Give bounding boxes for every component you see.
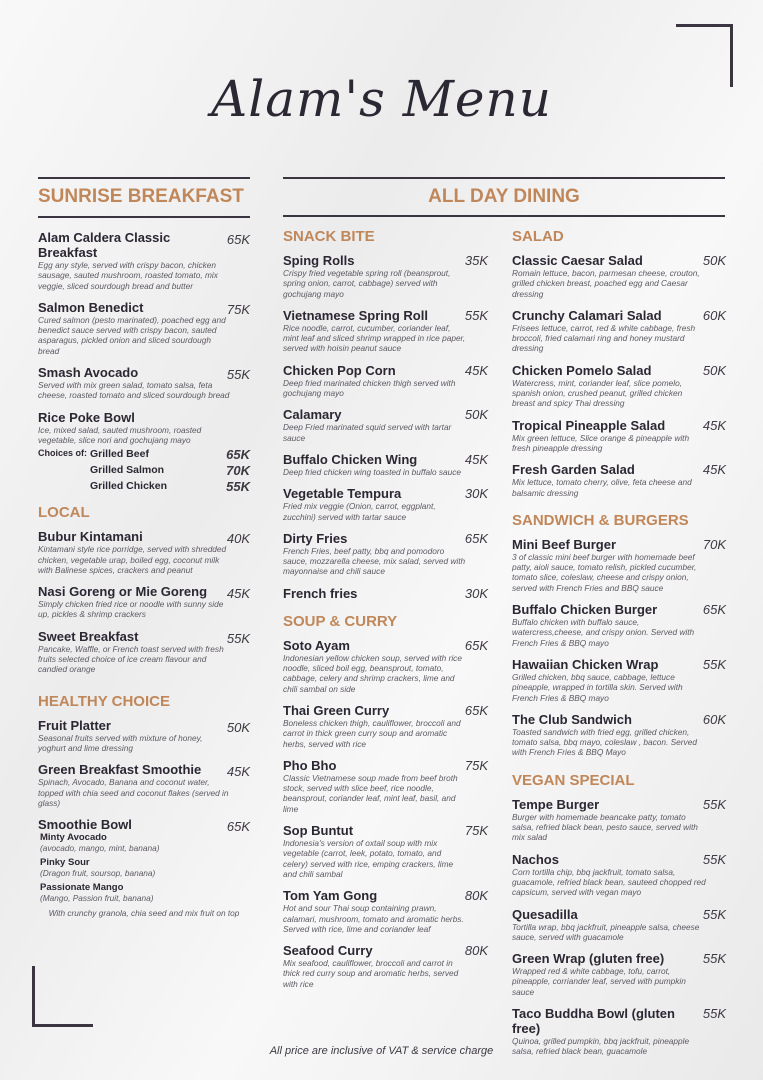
choice-name: Grilled Salmon — [90, 464, 165, 477]
item-price: 40K — [226, 531, 250, 547]
item-description: Fried mix veggie (Onion, carrot, eggplant, zucchini) served with tartar sauce — [283, 501, 436, 522]
item-description: Deep fried chicken wing toasted in buffalo sauce — [283, 466, 462, 477]
menu-item — [283, 531, 488, 577]
section-heading-snack: SNACK BITE — [283, 228, 375, 245]
menu-item — [38, 365, 250, 401]
item-name: Sping Rolls — [283, 253, 355, 268]
item-price: 45K — [464, 362, 488, 378]
choice-row — [38, 464, 250, 480]
item-price: 55K — [702, 851, 726, 867]
menu-item — [283, 452, 488, 477]
item-name: Salmon Benedict — [38, 299, 144, 315]
menu-item — [38, 300, 250, 356]
smoothie-option-desc: (Mango, Passion fruit, banana) — [40, 893, 154, 904]
item-price: 45K — [464, 451, 488, 467]
item-price: 80K — [464, 943, 488, 959]
smoothie-option-desc: (avocado, mango, mint, banana) — [40, 843, 160, 854]
divider — [38, 216, 250, 218]
choices-label: Choices of: — [38, 448, 88, 459]
section-heading-sandwich: SANDWICH & BURGERS — [512, 511, 689, 529]
item-description: Cured salmon (pesto marinated), poached egg and benedict sauce served with crispy bacon, sauted asparagus, pickled onion and sliced sourdough bread — [38, 314, 226, 356]
section-heading-salad: SALAD — [512, 228, 564, 245]
choice-name: Grilled Chicken — [90, 480, 168, 493]
menu-item — [512, 907, 726, 943]
snack-soup-column — [283, 222, 488, 998]
menu-item — [512, 852, 726, 898]
breakfast-column — [38, 177, 250, 927]
section-heading-healthy: HEALTHY CHOICE — [38, 692, 170, 710]
item-description: Served with mix green salad, tomato salsa, feta cheese, roasted tomato and sliced sourdough bread — [38, 380, 230, 401]
menu-item — [38, 230, 250, 291]
menu-title: Alam's Menu — [211, 70, 552, 128]
item-description: Watercress, mint, coriander leaf, slice pomelo, spanish onion, crushed peanut, grilled chicken breast and spicy Thai dressing — [512, 377, 683, 409]
menu-item — [512, 602, 726, 648]
item-description: Ice, mixed salad, sauted mushroom, roasted vegetable, slice nori and gochujang mayo — [38, 424, 202, 445]
item-description: Indonesian yellow chicken soup, served with rice noodle, sliced boil egg, beansprout, tomato, cabbage, celery and shrimp crackers, lime and chili sambal on side — [283, 652, 462, 694]
item-description: Mix lettuce, tomato cherry, olive, feta cheese and balsamic dressing — [512, 477, 692, 498]
item-description: Toasted sandwich with fried egg, grilled chicken, tomato salsa, bbq mayo, coleslaw , bacon. Served with French Fries & BBQ Mayo — [512, 726, 697, 758]
item-description: Hot and sour Thai soup containing prawn, calamari, mushroom, tomato and aromatic herbs. Served with rice, lime and coriander leaf — [283, 903, 464, 934]
item-name: Pho Bho — [283, 757, 337, 773]
section-heading-vegan: VEGAN SPECIAL — [512, 771, 635, 789]
menu-item — [283, 308, 488, 354]
menu-item — [283, 407, 488, 443]
item-price: 45K — [702, 417, 726, 433]
item-price: 75K — [464, 757, 488, 773]
item-price: 50K — [702, 362, 726, 378]
item-description: Corn tortilla chip, bbq jackfruit, tomato salsa, guacamole, refried black bean, sauteed chopped red capsicum, served with vegan mayo — [512, 866, 706, 898]
item-price: 45K — [226, 586, 250, 602]
item-price: 30K — [464, 486, 488, 502]
menu-item — [38, 584, 250, 620]
item-description: Romain lettuce, bacon, parmesan cheese, crouton, grilled chicken breast, poached egg and Caesar dressing — [512, 268, 700, 299]
item-description: 3 of classic mini beef burger with homemade beef patty, aioli sauce, tomato relish, pickled cucumber, tomato slice, coleslaw, cheese and crispy onion, served with French Fries and BBQ sauce — [512, 551, 697, 593]
item-name: Hawaiian Chicken Wrap — [512, 656, 659, 672]
item-name: Rice Poke Bowl — [38, 409, 135, 425]
item-price: 80K — [464, 888, 488, 904]
item-price: 50K — [464, 407, 488, 423]
item-description: Spinach, Avocado, Banana and coconut water, topped with chia seed and coconut flakes (served in glass) — [38, 777, 229, 808]
menu-item — [283, 823, 488, 879]
section-heading-soup: SOUP & CURRY — [283, 612, 398, 630]
menu-item — [38, 410, 250, 446]
item-price: 55K — [702, 951, 726, 967]
item-description: Frisees lettuce, carrot, red & white cabbage, fresh broccoli, fried calamari ring and honey mustard dressing — [512, 322, 696, 354]
menu-item — [38, 762, 250, 808]
item-name: Thai Green Curry — [283, 702, 390, 718]
item-name: The Club Sandwich — [512, 711, 632, 727]
menu-item — [512, 657, 726, 703]
item-price: 50K — [702, 253, 726, 268]
item-description: Classic Vietnamese soup made from beef broth stock, served with slice beef, rice noodle, beansprout, coriander leaf, mint leaf, basil, and lime — [283, 772, 458, 814]
menu-item — [283, 638, 488, 694]
item-name: Nachos — [512, 851, 559, 867]
item-description: Grilled chicken, bbq sauce, cabbage, lettuce pineapple, wrapped in tortilla skin. Served with French Fries & BBQ mayo — [512, 671, 683, 703]
menu-item — [512, 363, 726, 409]
item-name: Buffalo Chicken Burger — [512, 602, 658, 618]
menu-item — [283, 586, 488, 601]
section-heading-breakfast: SUNRISE BREAKFAST — [38, 186, 244, 207]
item-description: Quinoa, grilled pumpkin, bbq jackfruit, pineapple salsa, refried black bean, guacamole — [512, 1035, 690, 1057]
item-name: Sweet Breakfast — [38, 628, 139, 644]
divider — [38, 177, 250, 179]
item-description: Seasonal fruits served with mixture of honey, yoghurt and lime dressing — [38, 732, 203, 753]
item-name: Tropical Pineapple Salad — [512, 417, 666, 433]
menu-item — [38, 629, 250, 675]
item-name: Vegetable Tempura — [283, 486, 402, 502]
smoothie-option-desc: (Dragon fruit, soursop, banana) — [40, 868, 156, 879]
choice-name: Grilled Beef — [90, 448, 149, 461]
menu-item — [512, 418, 726, 454]
item-description: Mix seafood, cauliflower, broccoli and carrot in thick red curry soup and aromatic herbs, served with rice — [283, 958, 459, 989]
item-description: Tortilla wrap, bbq jackfruit, pineapple salsa, cheese sauce, served with guacamole — [512, 921, 700, 942]
item-name: Sop Buntut — [283, 823, 354, 839]
item-price: 55K — [702, 1005, 726, 1021]
item-price: 60K — [702, 307, 726, 323]
item-price: 75K — [464, 823, 488, 839]
menu-item — [38, 718, 250, 754]
smoothie-option-name: Passionate Mango — [40, 882, 124, 894]
item-description: Buffalo chicken with buffalo sauce, watercress,cheese, and crispy onion. Served with French Fries & BBQ mayo — [512, 617, 695, 648]
menu-item — [512, 797, 726, 843]
item-name: Vietnamese Spring Roll — [283, 307, 428, 323]
item-description: Burger with homemade beancake patty, tomato salsa, refried black bean, pesto sauce, served with mix salad — [512, 811, 698, 843]
item-name: Tempe Burger — [512, 796, 600, 812]
item-name: Mini Beef Burger — [512, 536, 617, 552]
item-price: 55K — [464, 307, 488, 323]
menu-item — [512, 253, 726, 299]
item-price: 65K — [226, 232, 250, 247]
item-name: Chicken Pop Corn — [283, 362, 396, 378]
item-name: Classic Caesar Salad — [512, 253, 643, 268]
menu-item — [512, 308, 726, 354]
item-name: Smash Avocado — [38, 365, 139, 381]
item-description: Wrapped red & white cabbage, tofu, carrot, pineapple, corriander leaf, served with pumpkin sauce — [512, 966, 686, 997]
item-name: French fries — [283, 585, 358, 601]
choice-row — [38, 480, 250, 496]
menu-item — [512, 537, 726, 593]
price-note-footer: All price are inclusive of VAT & service charge — [269, 1045, 494, 1057]
item-name: Taco Buddha Bowl (gluten free) — [512, 1005, 675, 1036]
corner-frame-bottom-left — [32, 966, 93, 1027]
item-price: 50K — [226, 719, 250, 735]
item-name: Buffalo Chicken Wing — [283, 451, 418, 467]
item-description: Deep Fried marinated squid served with tartar sauce — [283, 422, 452, 443]
choice-price: 70K — [226, 463, 250, 479]
menu-item — [283, 486, 488, 522]
item-description: Indonesia's version of oxtail soup with mix vegetable (carrot, leek, potato, tomato, and celery) served with rice, emping crackers, lime and chili sambal — [283, 838, 454, 879]
section-heading-local: LOCAL — [38, 504, 90, 522]
item-name: Chicken Pomelo Salad — [512, 362, 652, 378]
item-price: 45K — [702, 462, 726, 478]
item-description: Simply chicken fried rice or noodle with sunny side up, pickles & shrimp crackers — [38, 599, 224, 620]
divider — [283, 177, 725, 179]
divider — [283, 215, 725, 217]
item-description: Rice noodle, carrot, cucumber, coriander leaf, mint leaf and sliced shrimp wrapped in rice paper, served with hoisin peanut sauce — [283, 322, 466, 354]
item-name: Fresh Garden Salad — [512, 462, 635, 478]
item-price: 65K — [702, 602, 726, 618]
item-name: Soto Ayam — [283, 637, 350, 653]
item-price: 65K — [464, 637, 488, 653]
item-price: 65K — [464, 530, 488, 546]
item-price: 60K — [702, 711, 726, 727]
item-name: Alam Caldera Classic Breakfast — [38, 230, 171, 260]
item-name: Quesadilla — [512, 906, 578, 922]
item-description: Crispy fried vegetable spring roll (beansprout, spring onion, carrot, cabbage) served with gochujang mayo — [283, 268, 451, 299]
salad-sandwich-vegan-column — [512, 222, 726, 1066]
choice-row — [38, 448, 250, 464]
smoothie-option-name: Minty Avocado — [40, 832, 107, 844]
item-price: 30K — [464, 585, 488, 601]
item-price: 55K — [702, 906, 726, 922]
menu-item — [38, 817, 250, 918]
item-price: 55K — [226, 630, 250, 646]
item-description: Mix green lettuce, Slice orange & pineapple with fresh pineapple dressing — [512, 432, 690, 453]
item-name: Bubur Kintamani — [38, 529, 143, 545]
menu-item — [283, 758, 488, 814]
item-description: Deep fried marinated chicken thigh served with gochujang mayo — [283, 377, 456, 399]
item-price: 45K — [226, 764, 250, 780]
menu-item — [283, 253, 488, 299]
item-name: Nasi Goreng or Mie Goreng — [38, 584, 208, 600]
item-name: Fruit Platter — [38, 717, 111, 733]
choice-price: 65K — [226, 447, 250, 463]
menu-item — [38, 529, 250, 575]
item-description: Kintamani style rice porridge, served with shredded chicken, vegetable urap, boiled egg, coconut milk with Balinese spices, crackers and peanut — [38, 544, 227, 575]
menu-item — [283, 363, 488, 399]
menu-item — [283, 888, 488, 934]
menu-item — [512, 951, 726, 997]
item-price: 35K — [464, 253, 488, 268]
item-price: 70K — [702, 536, 726, 552]
item-price: 55K — [702, 796, 726, 812]
smoothie-note: With crunchy granola, chia seed and mix fruit on top — [48, 908, 240, 919]
item-name: Seafood Curry — [283, 943, 373, 959]
item-price: 65K — [464, 702, 488, 718]
item-description: Pancake, Waffle, or French toast served with fresh fruits selected choice of ice cream flavour and candied orange — [38, 643, 224, 675]
item-name: Calamary — [283, 407, 342, 423]
item-name: Crunchy Calamari Salad — [512, 307, 662, 323]
section-heading-dining: ALL DAY DINING — [428, 186, 580, 207]
item-price: 55K — [226, 367, 250, 383]
item-name: Green Breakfast Smoothie — [38, 762, 202, 778]
item-name: Dirty Fries — [283, 530, 348, 546]
menu-item — [283, 943, 488, 989]
item-name: Green Wrap (gluten free) — [512, 951, 665, 967]
smoothie-option-name: Pinky Sour — [40, 857, 90, 869]
menu-item — [512, 462, 726, 498]
menu-item — [512, 712, 726, 758]
item-price: 75K — [226, 301, 250, 317]
item-description: Egg any style, served with crispy bacon, chicken sausage, sauted mushroom, roasted tomato, mix veggie, sliced sourdough bread and butter — [38, 260, 218, 291]
item-name: Smoothie Bowl — [38, 817, 132, 833]
item-price: 65K — [226, 819, 250, 835]
item-description: French Fries, beef patty, bbq and pomodoro sauce, mozzarella cheese, mix salad, served with mayonnaise and chili sauce — [283, 545, 466, 577]
choice-price: 55K — [226, 479, 250, 495]
item-description: Boneless chicken thigh, cauliflower, broccoli and carrot in thick green curry soup and aromatic herbs, served with rice — [283, 717, 461, 749]
item-name: Tom Yam Gong — [283, 888, 378, 904]
item-price: 55K — [702, 656, 726, 672]
menu-item — [283, 703, 488, 749]
all-day-dining-header — [283, 177, 725, 217]
